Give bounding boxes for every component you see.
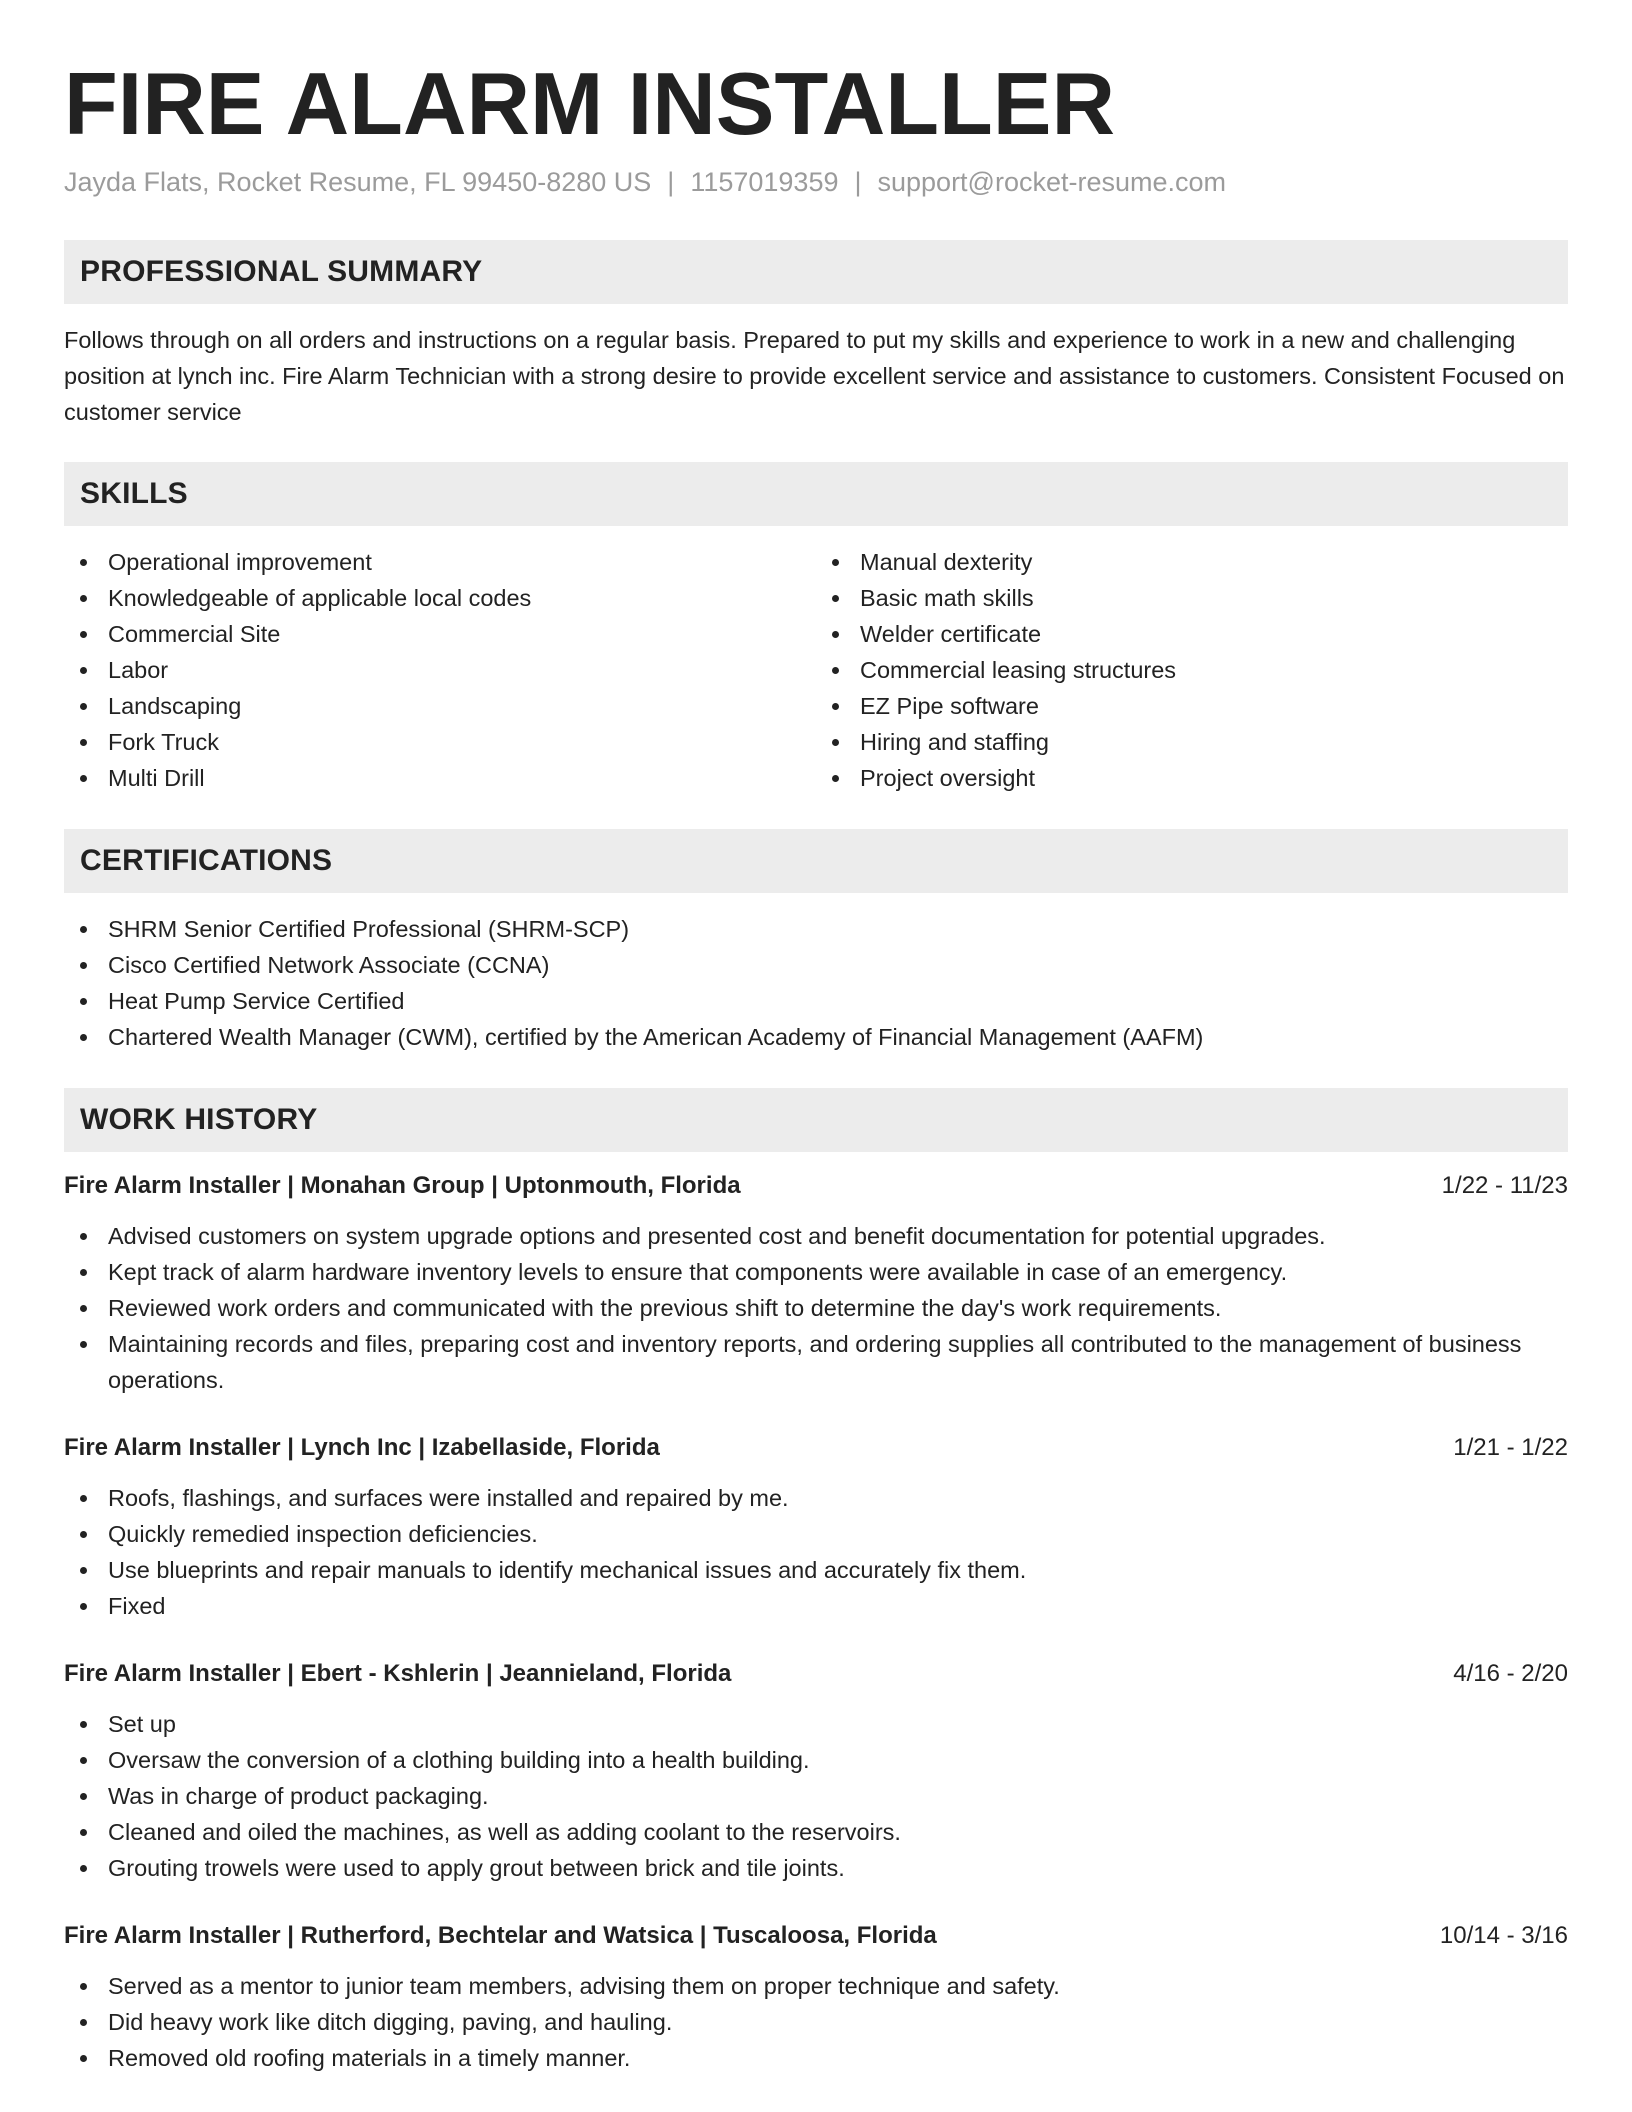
job-bullet: Quickly remedied inspection deficiencies.	[64, 1516, 1568, 1552]
skill-item: Welder certificate	[816, 616, 1568, 652]
job-title: Fire Alarm Installer | Rutherford, Bechtelar and Watsica | Tuscaloosa, Florida	[64, 1922, 937, 1949]
job-title: Fire Alarm Installer | Ebert - Kshlerin | Jeannieland, Florida	[64, 1660, 732, 1687]
job-bullet: Did heavy work like ditch digging, paving, and hauling.	[64, 2004, 1568, 2040]
skills-column-left	[64, 544, 816, 796]
section-header-summary: PROFESSIONAL SUMMARY	[64, 240, 1568, 304]
skill-item: Fork Truck	[64, 724, 816, 760]
skill-item: Multi Drill	[64, 760, 816, 796]
contact-line	[64, 164, 1568, 200]
job-bullets	[64, 1218, 1568, 1398]
certification-item: Cisco Certified Network Associate (CCNA)	[64, 947, 1568, 983]
job-entry	[64, 1430, 1568, 1624]
job-bullets	[64, 1480, 1568, 1624]
job-bullet: Oversaw the conversion of a clothing building into a health building.	[64, 1742, 1568, 1778]
skill-item: Knowledgeable of applicable local codes	[64, 580, 816, 616]
job-bullet: Grouting trowels were used to apply grout between brick and tile joints.	[64, 1850, 1568, 1886]
job-bullet: Set up	[64, 1706, 1568, 1742]
skill-item: Project oversight	[816, 760, 1568, 796]
job-bullets	[64, 1968, 1568, 2076]
job-bullet: Was in charge of product packaging.	[64, 1778, 1568, 1814]
job-dates: 1/21 - 1/22	[1453, 1434, 1568, 1461]
skill-item: Commercial leasing structures	[816, 652, 1568, 688]
skills-list	[64, 544, 1568, 796]
contact-separator: |	[667, 167, 675, 197]
job-header	[64, 1168, 1568, 1204]
job-bullet: Reviewed work orders and communicated with the previous shift to determine the day's work requirements.	[64, 1290, 1568, 1326]
certification-item: SHRM Senior Certified Professional (SHRM-SCP)	[64, 911, 1568, 947]
job-dates: 10/14 - 3/16	[1439, 1922, 1568, 1949]
skill-item: Labor	[64, 652, 816, 688]
certification-item: Heat Pump Service Certified	[64, 983, 1568, 1019]
job-dates: 4/16 - 2/20	[1453, 1660, 1568, 1687]
job-bullet: Fixed	[64, 1588, 1568, 1624]
job-bullet: Removed old roofing materials in a timely manner.	[64, 2040, 1568, 2076]
job-title: Fire Alarm Installer | Monahan Group | Uptonmouth, Florida	[64, 1172, 741, 1199]
skills-column-right	[816, 544, 1568, 796]
job-header	[64, 1656, 1568, 1692]
certification-item: Chartered Wealth Manager (CWM), certified by the American Academy of Financial Management (AAFM)	[64, 1019, 1568, 1055]
section-header-skills: SKILLS	[64, 462, 1568, 526]
job-header	[64, 1918, 1568, 1954]
job-entry	[64, 1168, 1568, 1398]
job-bullets	[64, 1706, 1568, 1886]
skill-item: Commercial Site	[64, 616, 816, 652]
job-title: Fire Alarm Installer | Lynch Inc | Izabellaside, Florida	[64, 1434, 660, 1461]
summary-text: Follows through on all orders and instructions on a regular basis. Prepared to put my skills and experience to work in a new and challenging position at lynch inc. Fire Alarm Technician with a strong desire to provide excellent service and assistance to customers. Consistent Focused on customer service	[64, 327, 1565, 425]
section-header-certifications: CERTIFICATIONS	[64, 829, 1568, 893]
job-header	[64, 1430, 1568, 1466]
job-bullet: Kept track of alarm hardware inventory levels to ensure that components were available in case of an emergency.	[64, 1254, 1568, 1290]
job-dates: 1/22 - 11/23	[1441, 1172, 1568, 1199]
contact-email: support@rocket-resume.com	[877, 167, 1227, 197]
job-bullet: Roofs, flashings, and surfaces were installed and repaired by me.	[64, 1480, 1568, 1516]
contact-separator: |	[854, 167, 862, 197]
certifications-list	[64, 911, 1568, 1055]
skill-item: Basic math skills	[816, 580, 1568, 616]
contact-phone: 1157019359	[690, 167, 839, 197]
contact-address: Jayda Flats, Rocket Resume, FL 99450-8280 US	[64, 167, 652, 197]
skill-item: Manual dexterity	[816, 544, 1568, 580]
job-bullet: Maintaining records and files, preparing cost and inventory reports, and ordering supplies all contributed to the management of business operations.	[64, 1326, 1568, 1398]
skill-item: EZ Pipe software	[816, 688, 1568, 724]
job-bullet: Cleaned and oiled the machines, as well as adding coolant to the reservoirs.	[64, 1814, 1568, 1850]
skill-item: Landscaping	[64, 688, 816, 724]
job-entry	[64, 1918, 1568, 2076]
skill-item: Hiring and staffing	[816, 724, 1568, 760]
job-entry	[64, 1656, 1568, 1886]
job-bullet: Advised customers on system upgrade options and presented cost and benefit documentation for potential upgrades.	[64, 1218, 1568, 1254]
skill-item: Operational improvement	[64, 544, 816, 580]
resume-name: FIRE ALARM INSTALLER	[64, 54, 1116, 153]
job-bullet: Use blueprints and repair manuals to identify mechanical issues and accurately fix them.	[64, 1552, 1568, 1588]
section-header-work-history: WORK HISTORY	[64, 1088, 1568, 1152]
job-bullet: Served as a mentor to junior team members, advising them on proper technique and safety.	[64, 1968, 1568, 2004]
